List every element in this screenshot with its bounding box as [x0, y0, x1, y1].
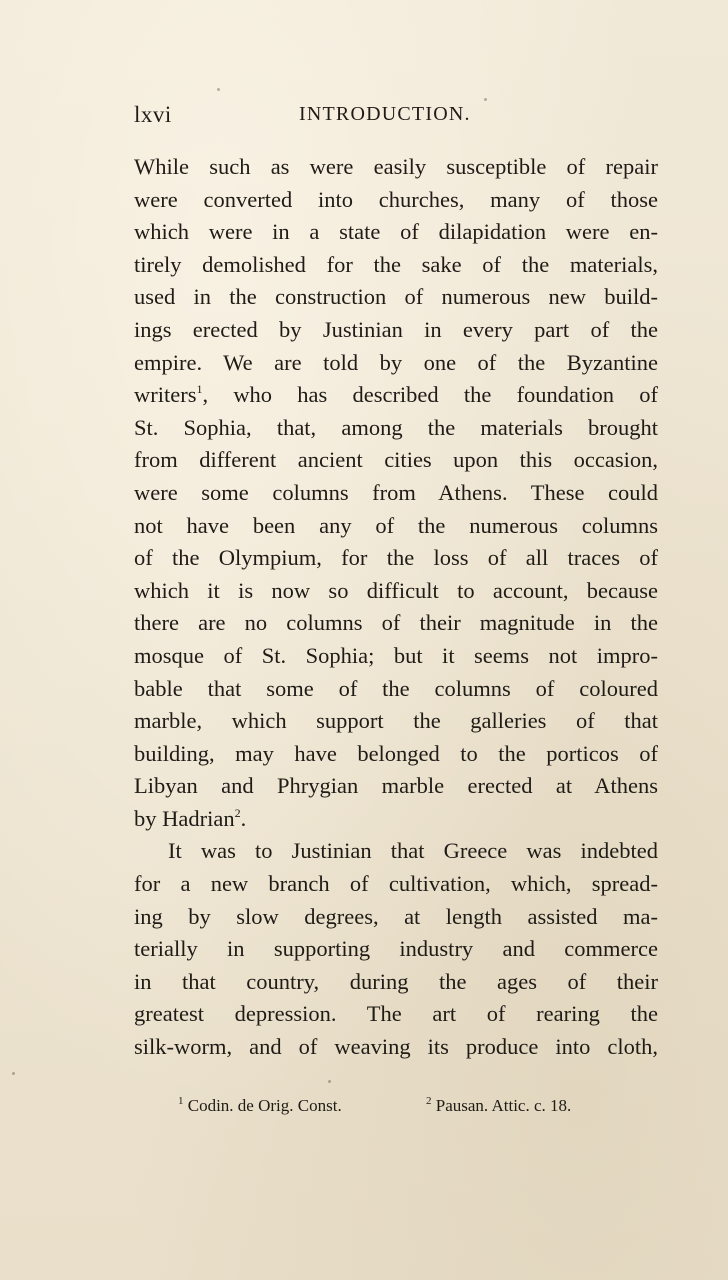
text-line: for a new branch of cultivation, which, spread-: [134, 871, 658, 897]
text-line: from different ancient cities upon this occasion,: [134, 447, 658, 473]
text-line: While such as were easily susceptible of repair: [134, 154, 658, 179]
text-fragment: .: [240, 805, 247, 831]
text-line: were converted into churches, many of those: [134, 186, 658, 212]
text-line-with-note: [134, 803, 658, 836]
text-fragment: by Hadrian: [134, 805, 235, 831]
text-line: tirely demolished for the sake of the materials,: [134, 251, 658, 277]
text-line: bable that some of the columns of coloured: [134, 675, 658, 701]
text-line: greatest depression. The art of rearing the: [134, 1001, 658, 1027]
text-fragment: , who has described the foundation of: [202, 382, 658, 408]
text-line: which were in a state of dilapidation were en-: [134, 219, 658, 245]
footnote-text: Codin. de Orig. Const.: [187, 1096, 342, 1115]
text-line: marble, which support the galleries of that: [134, 708, 658, 734]
text-line: used in the construction of numerous new build-: [134, 284, 658, 310]
page-header: [134, 102, 658, 134]
body-text: [134, 151, 658, 1064]
paper-speck: [217, 88, 220, 91]
paper-speck: [12, 1072, 15, 1075]
paper-speck: [484, 98, 487, 101]
text-line: of the Olympium, for the loss of all traces of: [134, 545, 658, 571]
text-line: in that country, during the ages of their: [134, 968, 658, 994]
text-line: St. Sophia, that, among the materials brought: [134, 414, 658, 440]
text-line-with-note: [134, 379, 658, 412]
footnote-text: Pausan. Attic. c. 18.: [435, 1096, 572, 1115]
paper-speck: [328, 1080, 331, 1083]
text-line: mosque of St. Sophia; but it seems not impro-: [134, 642, 658, 668]
text-line: ing by slow degrees, at length assisted ma-: [134, 903, 658, 929]
text-line: silk-worm, and of weaving its produce into cloth,: [134, 1034, 658, 1060]
text-line: not have been any of the numerous columns: [134, 512, 658, 538]
paragraph-start-line: It was to Justinian that Greece was indebted: [168, 838, 658, 864]
footnote-1: [178, 1096, 342, 1116]
footnote-ref-1[interactable]: 1: [196, 382, 203, 397]
text-line: which it is now so difficult to account, because: [134, 577, 658, 603]
text-line: building, may have belonged to the porticos of: [134, 740, 658, 766]
footnote-ref-2[interactable]: 2: [234, 805, 241, 820]
footnote-mark: 2: [426, 1095, 432, 1107]
running-head: INTRODUCTION.: [299, 103, 471, 125]
text-line: ings erected by Justinian in every part of the: [134, 316, 658, 342]
page-number: lxvi: [134, 102, 172, 127]
footnote-2: [426, 1096, 571, 1116]
text-line: there are no columns of their magnitude in the: [134, 610, 658, 636]
footnote-mark: 1: [178, 1095, 184, 1107]
text-line: terially in supporting industry and commerce: [134, 936, 658, 962]
text-line: Libyan and Phrygian marble erected at Athens: [134, 773, 658, 799]
text-line: empire. We are told by one of the Byzantine: [134, 349, 658, 375]
text-line: were some columns from Athens. These could: [134, 479, 658, 505]
text-fragment: writers: [134, 382, 197, 408]
